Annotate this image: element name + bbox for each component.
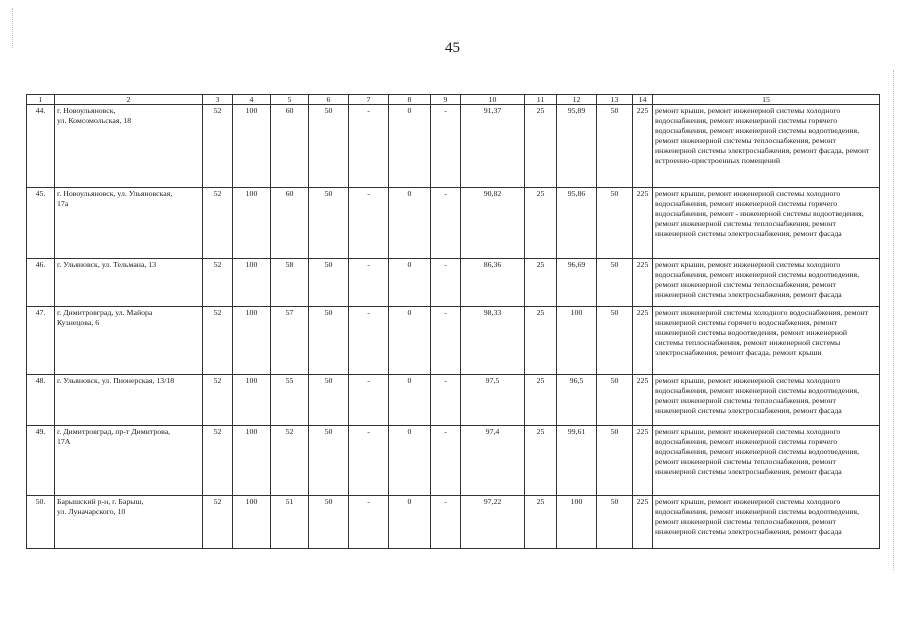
value-cell: - [431,259,461,307]
col-header: 13 [597,95,633,105]
value-cell: 25 [525,496,557,549]
value-cell: 100 [233,426,271,496]
value-cell: - [431,188,461,259]
col-header: 5 [271,95,309,105]
value-cell: 50 [597,375,633,426]
table-row [27,105,880,188]
col-header: 7 [349,95,389,105]
value-cell: 0 [389,496,431,549]
value-cell: 225 [633,426,653,496]
table-row [27,307,880,375]
address-cell: г. Димитровград, пр-т Димитрова, 17А [55,426,203,496]
value-cell: 52 [203,105,233,188]
col-header: 6 [309,95,349,105]
value-cell: 225 [633,496,653,549]
value-cell: 0 [389,375,431,426]
value-cell: 52 [203,307,233,375]
value-cell: 52 [203,496,233,549]
value-cell: - [349,259,389,307]
value-cell: 95,89 [557,105,597,188]
value-cell: - [349,496,389,549]
value-cell: 91,37 [461,105,525,188]
value-cell: 52 [203,259,233,307]
value-cell: 50 [597,426,633,496]
value-cell: 97,22 [461,496,525,549]
value-cell: - [349,375,389,426]
value-cell: 86,36 [461,259,525,307]
value-cell: 50 [309,259,349,307]
value-cell: 100 [233,496,271,549]
value-cell: - [431,105,461,188]
address-cell: Барышский р-н, г. Барыш, ул. Луначарского, 10 [55,496,203,549]
value-cell: 25 [525,375,557,426]
value-cell: - [431,496,461,549]
value-cell: 52 [271,426,309,496]
value-cell: 50 [309,307,349,375]
value-cell: 225 [633,375,653,426]
value-cell: 50 [597,188,633,259]
value-cell: 100 [557,307,597,375]
col-header: 2 [55,95,203,105]
value-cell: - [349,188,389,259]
value-cell: 100 [233,105,271,188]
row-number: 47. [27,307,55,375]
value-cell: 97,4 [461,426,525,496]
col-header: 9 [431,95,461,105]
value-cell: 55 [271,375,309,426]
value-cell: 225 [633,105,653,188]
table-row [27,375,880,426]
scan-artifact [12,8,13,48]
works-cell: ремонт крыши, ремонт инженерной системы холодного водоснабжения, ремонт инженерной системы водоотведения, ремонт инженерной системы теплоснабжения, ремонт инженерной системы электроснабжения, ремонт фасада [653,259,880,307]
row-number: 48. [27,375,55,426]
value-cell: 225 [633,188,653,259]
address-cell: г. Ульяновск, ул. Тельмана, 13 [55,259,203,307]
works-cell: ремонт крыши, ремонт инженерной системы холодного водоснабжения, ремонт инженерной системы водоотведения, ремонт инженерной системы теплоснабжения, ремонт инженерной системы электроснабжения, ремонт фасада [653,375,880,426]
value-cell: - [349,307,389,375]
col-header: 11 [525,95,557,105]
address-cell: г. Димитровград, ул. Майора Кузнецова, 6 [55,307,203,375]
value-cell: 50 [309,375,349,426]
value-cell: 100 [233,259,271,307]
value-cell: 50 [309,426,349,496]
value-cell: 50 [597,307,633,375]
value-cell: 25 [525,259,557,307]
value-cell: 0 [389,259,431,307]
value-cell: 98,33 [461,307,525,375]
value-cell: 100 [233,188,271,259]
row-number: 45. [27,188,55,259]
col-header: 12 [557,95,597,105]
col-header: 14 [633,95,653,105]
value-cell: 25 [525,307,557,375]
value-cell: 0 [389,105,431,188]
value-cell: 50 [309,496,349,549]
value-cell: 100 [233,375,271,426]
address-cell: г. Ульяновск, ул. Пионерская, 13/18 [55,375,203,426]
value-cell: 25 [525,426,557,496]
address-cell: г. Новоульяновск, ул. Комсомольская, 18 [55,105,203,188]
value-cell: 58 [271,259,309,307]
table-row [27,426,880,496]
value-cell: 50 [309,105,349,188]
page-number: 45 [445,40,460,56]
value-cell: - [349,426,389,496]
col-header: 8 [389,95,431,105]
value-cell: 51 [271,496,309,549]
table-row [27,259,880,307]
data-table [26,94,880,549]
works-cell: ремонт крыши, ремонт инженерной системы холодного водоснабжения, ремонт инженерной системы горячего водоснабжения, ремонт инженерной системы водоотведения, ремонт инженерной системы теплоснабжения, ремонт инженерной системы электроснабжения, ремонт фасада [653,426,880,496]
value-cell: 96,5 [557,375,597,426]
table-row [27,188,880,259]
works-cell: ремонт крыши, ремонт инженерной системы холодного водоснабжения, ремонт инженерной системы горячего водоснабжения, ремонт инженерной системы водоотведения, ремонт инженерной системы теплоснабжения, ремонт инженерной системы электроснабжения, ремонт фасада, ремонт встроенно-пристроенных помещений [653,105,880,188]
header-row [27,95,880,105]
value-cell: 50 [309,188,349,259]
value-cell: 225 [633,259,653,307]
value-cell: 100 [557,496,597,549]
value-cell: 50 [597,259,633,307]
address-cell: г. Новоульяновск, ул. Ульяновская, 17а [55,188,203,259]
works-cell: ремонт инженерной системы холодного водоснабжения, ремонт инженерной системы горячего водоснабжения, ремонт инженерной системы водоотведения, ремонт инженерной системы теплоснабжения, ремонт инженерной системы электроснабжения, ремонт фасада, ремонт крыши [653,307,880,375]
value-cell: - [431,426,461,496]
works-cell: ремонт крыши, ремонт инженерной системы холодного водоснабжения, ремонт инженерной системы водоотведения, ремонт инженерной системы теплоснабжения, ремонт инженерной системы электроснабжения, ремонт фасада [653,496,880,549]
value-cell: 100 [233,307,271,375]
value-cell: - [431,375,461,426]
works-cell: ремонт крыши, ремонт инженерной системы холодного водоснабжения, ремонт инженерной системы горячего водоснабжения, ремонт - инженерной системы водоотведения, ремонт инженерной системы теплоснабжения, ремонт инженерной системы электроснабжения, ремонт фасада [653,188,880,259]
value-cell: 0 [389,426,431,496]
value-cell: 60 [271,105,309,188]
value-cell: 52 [203,426,233,496]
value-cell: 60 [271,188,309,259]
col-header: 4 [233,95,271,105]
value-cell: 99,61 [557,426,597,496]
value-cell: 25 [525,188,557,259]
value-cell: 0 [389,307,431,375]
value-cell: 57 [271,307,309,375]
col-header: 1 [27,95,55,105]
value-cell: 90,82 [461,188,525,259]
value-cell: 95,86 [557,188,597,259]
scan-artifact [893,70,894,570]
col-header: 15 [653,95,880,105]
col-header: 3 [203,95,233,105]
value-cell: 97,5 [461,375,525,426]
col-header: 10 [461,95,525,105]
value-cell: - [431,307,461,375]
value-cell: 96,69 [557,259,597,307]
value-cell: 225 [633,307,653,375]
value-cell: 50 [597,496,633,549]
row-number: 50. [27,496,55,549]
value-cell: 50 [597,105,633,188]
row-number: 49. [27,426,55,496]
table-row [27,496,880,549]
value-cell: 25 [525,105,557,188]
value-cell: 0 [389,188,431,259]
value-cell: - [349,105,389,188]
row-number: 46. [27,259,55,307]
row-number: 44. [27,105,55,188]
value-cell: 52 [203,375,233,426]
value-cell: 52 [203,188,233,259]
